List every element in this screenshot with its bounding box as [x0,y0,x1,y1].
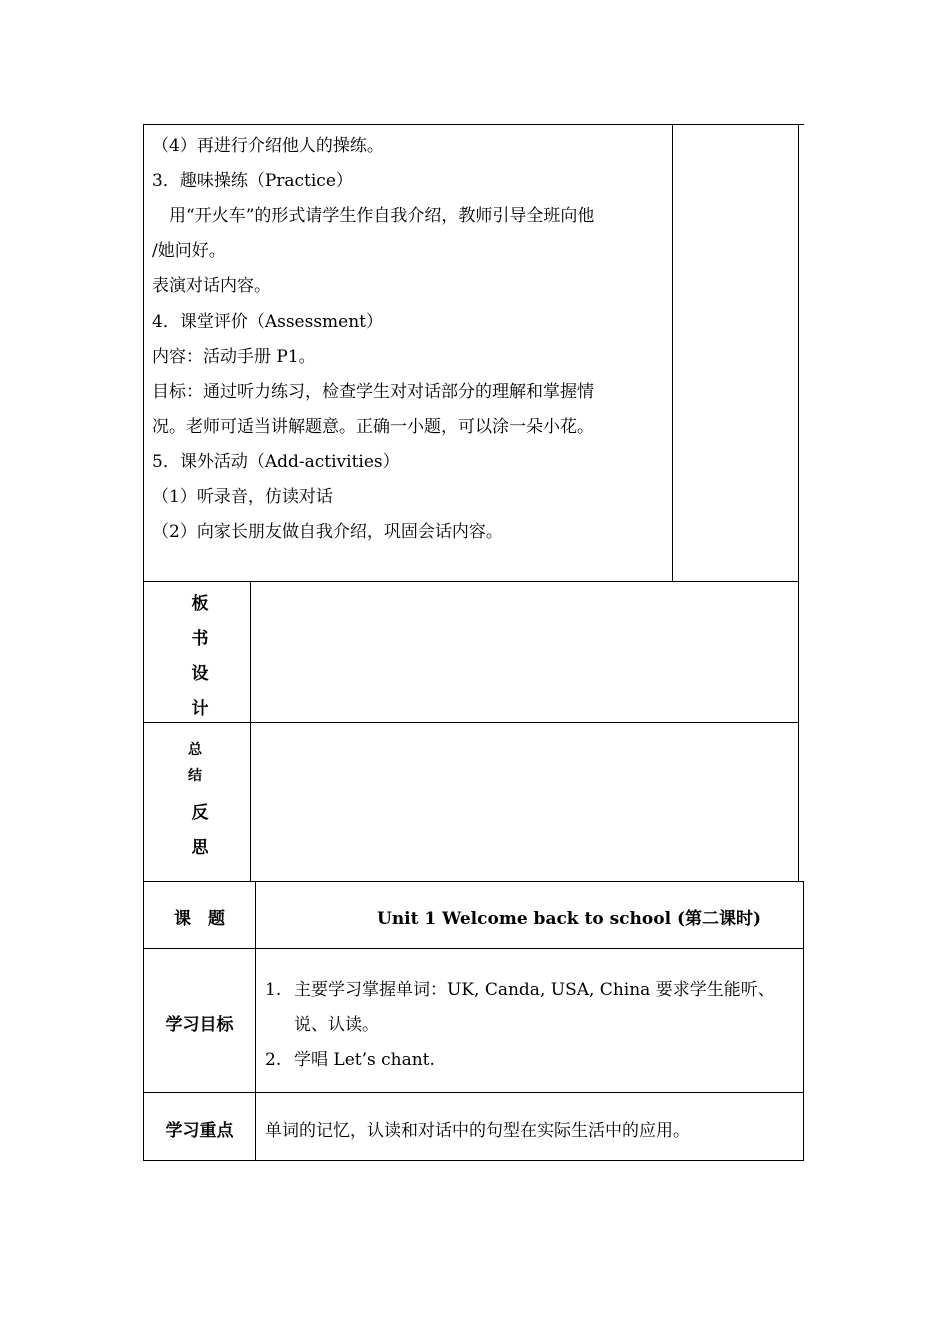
procedure-line: 3．趣味操练（Practice） [152,171,353,191]
goal-number: 2. [265,1050,282,1070]
label-char: 反 [191,803,209,823]
procedure-line: 5．课外活动（Add-activities） [152,452,400,472]
label-char: 设 [191,664,209,684]
label-char: 总 [188,742,202,758]
goal-text: 学唱 Let’s chant. [294,1050,435,1070]
procedure-line: 况。老师可适当讲解题意。正确一小题，可以涂一朵小花。 [152,417,594,437]
reflection-content [251,723,798,881]
label-char: 计 [191,699,209,719]
procedure-line: /她问好。 [152,241,226,261]
procedure-line: 用“开火车”的形式请学生作自我介绍，教师引导全班向他 [152,206,595,226]
goal-text: 主要学习掌握单词：UK, Canda, USA, China 要求学生能听、 [294,980,775,1000]
procedure-line: （2）向家长朋友做自我介绍，巩固会话内容。 [152,522,503,542]
procedure-line: 内容：活动手册 P1。 [152,347,316,367]
board-design-content [251,582,798,722]
procedure-line: 表演对话内容。 [152,276,271,296]
goals-label: 学习目标 [165,1015,234,1035]
label-char: 结 [188,768,202,784]
label-char: 书 [191,629,209,649]
procedure-line: （1）听录音，仿读对话 [152,487,333,507]
focus-text: 单词的记忆，认读和对话中的句型在实际生活中的应用。 [265,1121,690,1141]
topic-label: 课 题 [174,909,225,929]
procedure-line: 目标：通过听力练习，检查学生对对话部分的理解和掌握情 [152,382,594,402]
focus-label: 学习重点 [165,1121,234,1141]
goal-text-continued: 说、认读。 [294,1015,379,1035]
goal-number: 1. [265,980,282,1000]
procedure-line: （4）再进行介绍他人的操练。 [152,136,384,156]
procedure-line: 4．课堂评价（Assessment） [152,312,384,332]
lesson-title: Unit 1 Welcome back to school (第二课时) [377,909,762,929]
label-char: 思 [191,838,209,858]
label-char: 板 [191,594,209,614]
